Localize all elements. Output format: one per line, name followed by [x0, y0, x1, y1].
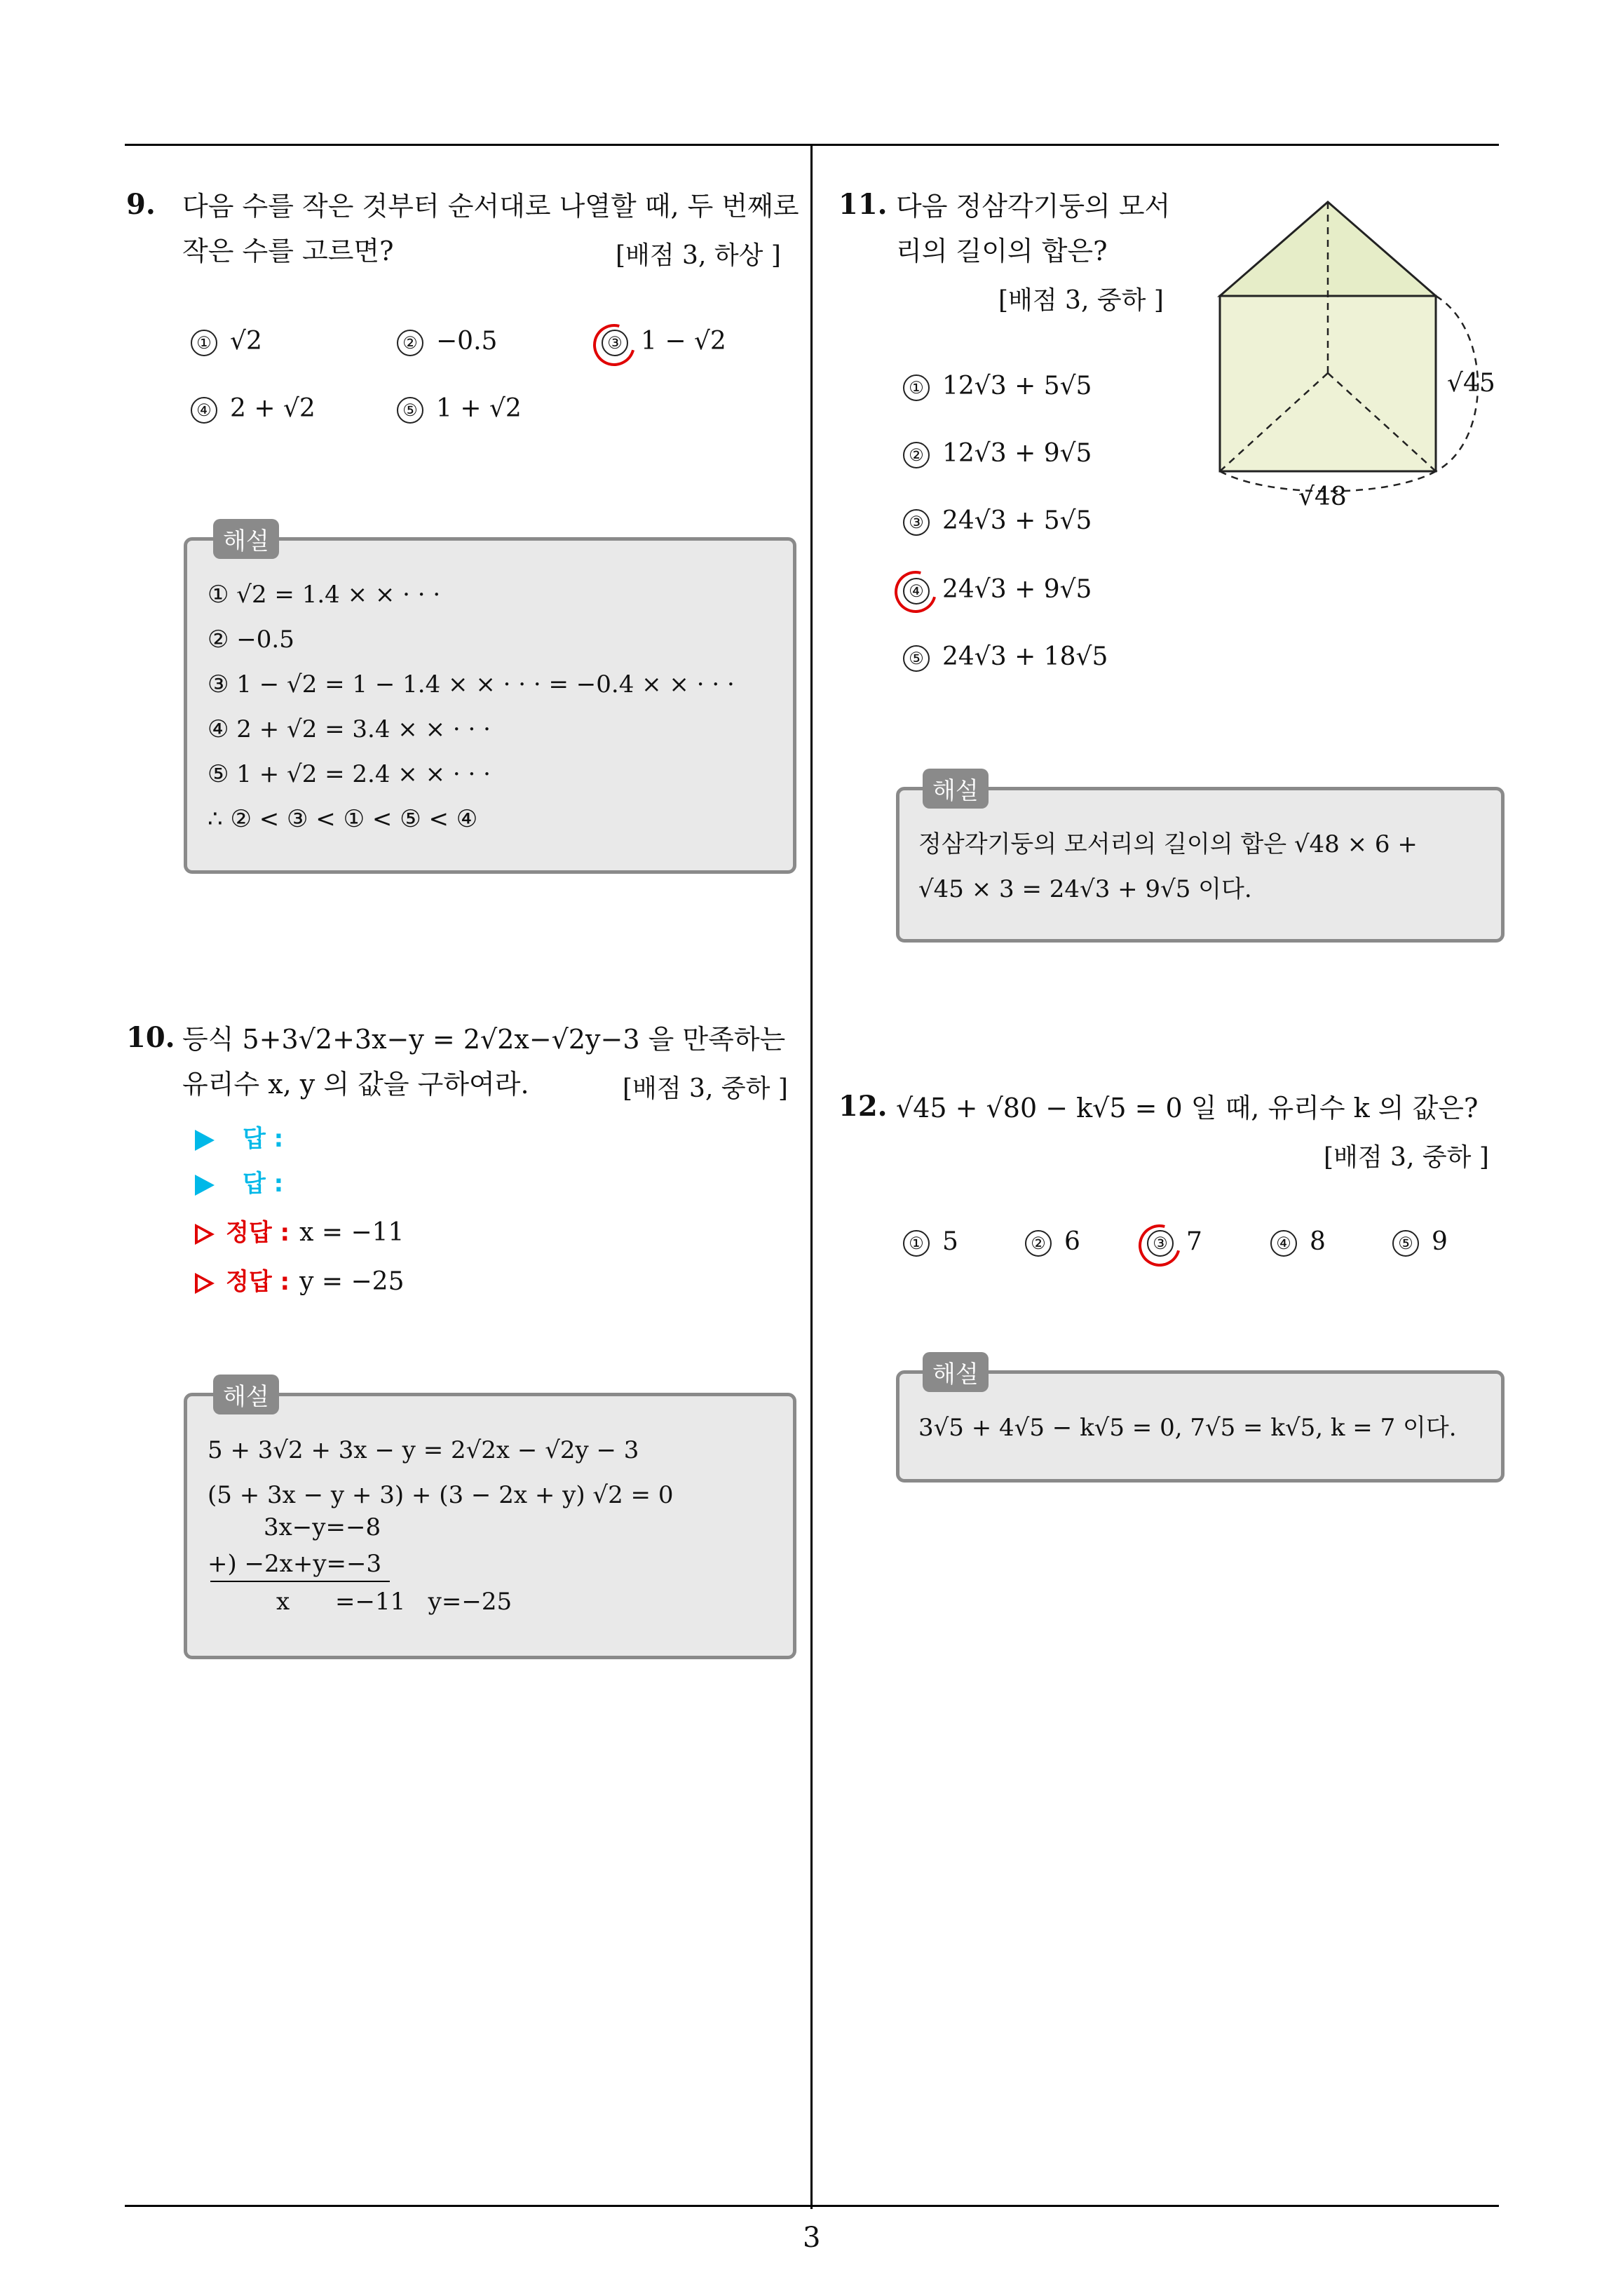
question-12-number: 12.	[838, 1090, 888, 1123]
figure-bottom-label: √48	[1298, 482, 1347, 511]
q11-solution-line: √45 × 3 = 24√3 + 9√5 이다.	[918, 875, 1252, 903]
choice-number-icon: ①	[191, 330, 217, 356]
correct-answer-x: 정답 : x = −11	[195, 1213, 404, 1248]
q12-choice-3[interactable]: ③ 7	[1147, 1227, 1202, 1257]
answer-input-x[interactable]: 답 :	[195, 1119, 283, 1154]
q12-solution-line: 3√5 + 4√5 − k√5 = 0, 7√5 = k√5, k = 7 이다.	[918, 1414, 1457, 1442]
choice-number-icon: ①	[903, 374, 930, 401]
question-10-meta: [배점 3, 중하 ]	[623, 1074, 788, 1103]
choice-number-icon: ③	[1147, 1230, 1174, 1257]
q12-solution-tag: 해설	[923, 1352, 989, 1392]
choice-number-icon: ②	[1025, 1230, 1052, 1257]
outline-triangle-icon	[195, 1224, 215, 1245]
choice-number-icon: ①	[903, 1230, 930, 1257]
q9-choice-4[interactable]: ④ 2 + √2	[191, 394, 315, 424]
answer-input-y[interactable]: 답 :	[195, 1164, 283, 1198]
choice-number-icon: ⑤	[903, 645, 930, 672]
choice-number-icon: ②	[903, 442, 930, 468]
question-9-meta: [배점 3, 하상 ]	[616, 241, 781, 270]
q9-solution-tag: 해설	[213, 519, 279, 559]
question-11-meta: [배점 3, 중하 ]	[998, 286, 1164, 315]
q9-solution-line: ③ 1 − √2 = 1 − 1.4 × × · · · = −0.4 × × · · ·	[208, 670, 735, 698]
q9-choice-3[interactable]: ③ 1 − √2	[602, 327, 726, 356]
question-9-text-line1: 다음 수를 작은 것부터 순서대로 나열할 때, 두 번째로	[182, 191, 799, 222]
q12-choice-2[interactable]: ② 6	[1025, 1227, 1080, 1257]
choice-number-icon: ④	[1270, 1230, 1297, 1257]
q9-solution-line: ④ 2 + √2 = 3.4 × × · · ·	[208, 715, 491, 743]
q10-solution-line: 5 + 3√2 + 3x − y = 2√2x − √2y − 3	[208, 1436, 639, 1464]
q11-solution-tag: 해설	[923, 769, 989, 809]
choice-number-icon: ④	[191, 397, 217, 424]
q9-choice-5[interactable]: ⑤ 1 + √2	[397, 394, 522, 424]
q11-solution-line: 정삼각기둥의 모서리의 길이의 합은 √48 × 6 +	[918, 830, 1418, 858]
q12-choice-5[interactable]: ⑤ 9	[1392, 1227, 1448, 1257]
question-9-number: 9.	[126, 188, 156, 221]
bottom-rule	[125, 2205, 1499, 2207]
choice-number-icon: ⑤	[1392, 1230, 1419, 1257]
q11-choice-4[interactable]: ④ 24√3 + 9√5	[903, 575, 1092, 605]
triangular-prism-figure	[1213, 189, 1507, 512]
outline-triangle-icon	[195, 1273, 215, 1294]
q12-choice-4[interactable]: ④ 8	[1270, 1227, 1326, 1257]
q10-solution-line: 3x−y=−8	[264, 1513, 381, 1541]
play-icon	[195, 1175, 215, 1196]
answer-circle-icon	[1131, 1217, 1188, 1274]
page-number: 3	[803, 2222, 821, 2254]
choice-number-icon: ④	[903, 578, 930, 605]
question-10-text-line2: 유리수 x, y 의 값을 구하여라.	[182, 1069, 529, 1100]
q10-solution-line: x =−11 y=−25	[276, 1588, 512, 1616]
q12-choice-1[interactable]: ① 5	[903, 1227, 958, 1257]
question-12-text: √45 + √80 − k√5 = 0 일 때, 유리수 k 의 값은?	[896, 1093, 1479, 1123]
correct-answer-y: 정답 : y = −25	[195, 1262, 405, 1297]
question-11-text-line1: 다음 정삼각기둥의 모서	[896, 191, 1171, 222]
question-10-text-line1: 등식 5+3√2+3x−y = 2√2x−√2y−3 을 만족하는	[182, 1024, 786, 1055]
q11-choice-5[interactable]: ⑤ 24√3 + 18√5	[903, 642, 1108, 672]
choice-number-icon: ③	[903, 509, 930, 536]
q11-choice-2[interactable]: ② 12√3 + 9√5	[903, 439, 1092, 468]
q9-choice-1[interactable]: ① √2	[191, 327, 262, 356]
q9-solution-line: ① √2 = 1.4 × × · · ·	[208, 581, 441, 609]
answer-circle-icon	[887, 563, 944, 621]
question-11-number: 11.	[838, 188, 888, 221]
q9-solution-line: ② −0.5	[208, 626, 294, 654]
q9-solution-line: ∴ ② < ③ < ① < ⑤ < ④	[208, 805, 478, 833]
question-11-text-line2: 리의 길이의 합은?	[896, 236, 1108, 266]
q11-choice-1[interactable]: ① 12√3 + 5√5	[903, 372, 1092, 401]
question-9-text-line2: 작은 수를 고르면?	[182, 236, 394, 266]
question-12-meta: [배점 3, 중하 ]	[1324, 1143, 1489, 1172]
q10-solution-tag: 해설	[213, 1375, 279, 1414]
q11-choice-3[interactable]: ③ 24√3 + 5√5	[903, 506, 1092, 536]
question-10-number: 10.	[126, 1021, 175, 1054]
q10-solution-line: (5 + 3x − y + 3) + (3 − 2x + y) √2 = 0	[208, 1481, 674, 1509]
answer-circle-icon	[585, 316, 643, 374]
q10-solution-line: +) −2x+y=−3	[208, 1550, 382, 1578]
choice-number-icon: ②	[397, 330, 423, 356]
column-divider	[810, 144, 813, 2209]
choice-number-icon: ⑤	[397, 397, 423, 424]
figure-side-label: √45	[1447, 369, 1495, 398]
choice-number-icon: ③	[602, 330, 628, 356]
q9-solution-line: ⑤ 1 + √2 = 2.4 × × · · ·	[208, 760, 491, 788]
q9-choice-2[interactable]: ② −0.5	[397, 327, 497, 356]
play-icon	[195, 1130, 215, 1151]
